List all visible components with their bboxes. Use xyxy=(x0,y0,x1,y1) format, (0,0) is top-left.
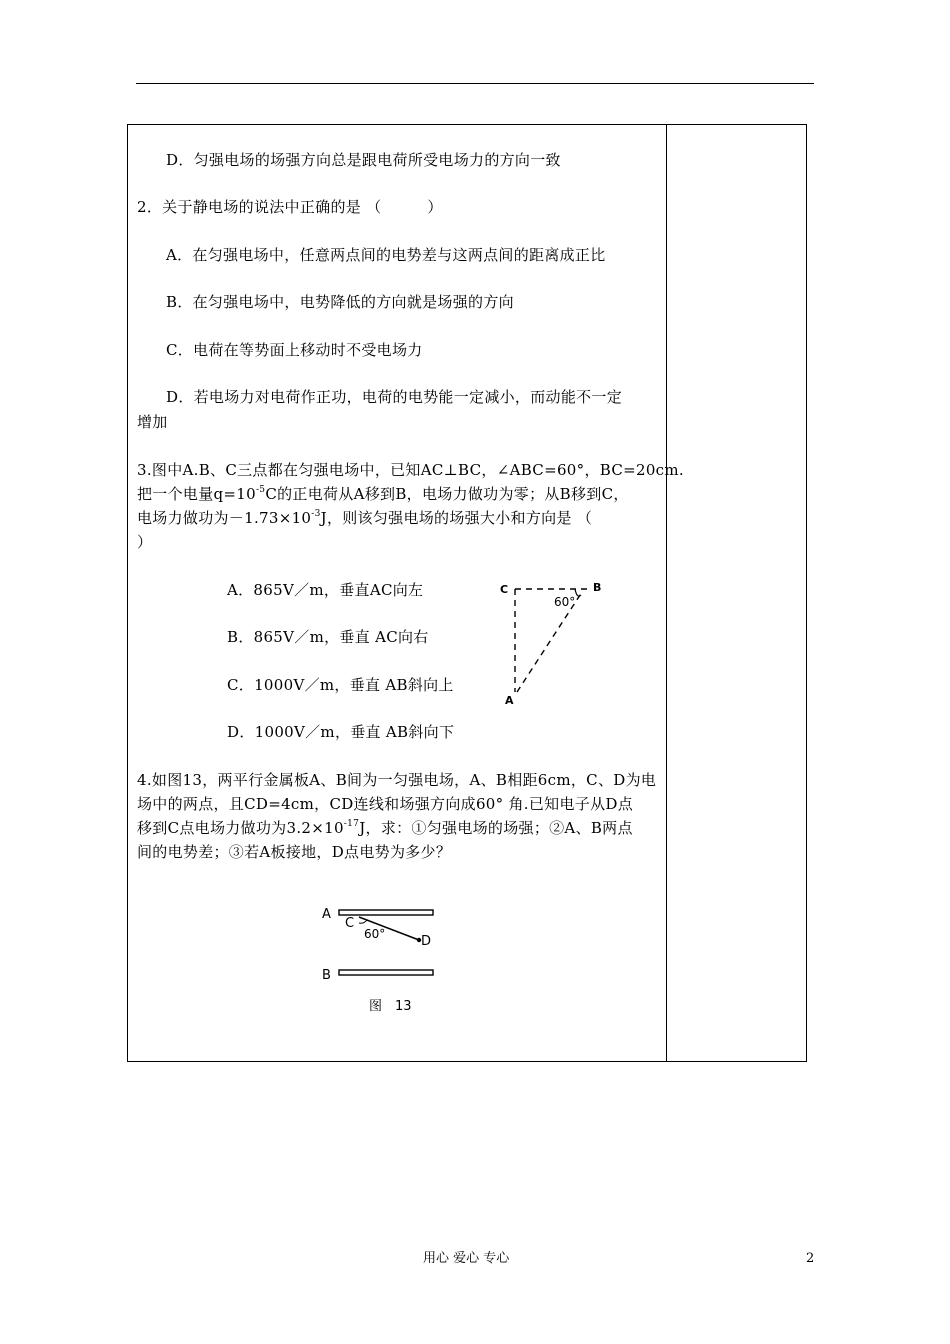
q4-plates-figure xyxy=(315,900,445,1020)
plate-a xyxy=(339,910,433,915)
header-rule xyxy=(136,83,814,84)
label-c: C xyxy=(500,583,509,596)
q3-option-b: B．865V／m，垂直 AC向右 xyxy=(227,628,429,646)
label-b: B xyxy=(593,581,602,594)
page-number: 2 xyxy=(806,1251,815,1266)
label-a: A xyxy=(505,694,514,707)
q3-stem-line1: 3.图中A.B、C三点都在匀强电场中，已知AC⊥BC，∠ABC=60°，BC=20cm. xyxy=(137,461,684,479)
angle-arc xyxy=(575,589,581,596)
angle-label: 60° xyxy=(364,927,386,941)
label-a: A xyxy=(322,907,331,922)
q4-stem-line1: 4.如图13，两平行金属板A、B间为一匀强电场，A、B相距6cm，C、D为电 xyxy=(137,771,657,789)
q2-stem: 2．关于静电场的说法中正确的是 （ ） xyxy=(137,198,443,216)
q3-option-c: C．1000V／m，垂直 AB斜向上 xyxy=(227,676,454,694)
q2-option-b: B．在匀强电场中，电势降低的方向就是场强的方向 xyxy=(166,293,514,311)
label-d: D xyxy=(421,934,432,949)
q2-option-a: A．在匀强电场中，任意两点间的电势差与这两点间的距离成正比 xyxy=(166,246,606,264)
q3-option-a: A．865V／m，垂直AC向左 xyxy=(227,581,424,599)
q1-option-d: D．匀强电场的场强方向总是跟电荷所受电场力的方向一致 xyxy=(166,151,561,169)
q2-option-d-line2: 增加 xyxy=(137,413,168,431)
label-c: C xyxy=(345,916,355,931)
q4-stem-line4: 间的电势差；③若A板接地，D点电势为多少？ xyxy=(137,843,452,861)
q4-stem-line2: 场中的两点，且CD=4cm，CD连线和场强方向成60° 角.已知电子从D点 xyxy=(137,795,633,813)
angle-arc xyxy=(359,920,367,923)
q3-stem-line3: 电场力做功为$-1.73\times 10^{-3}J$，则该匀强电场的场强大小和方向是 （ xyxy=(137,509,593,527)
q4-stem-line3: 移到C点电场力做功为$3.2\times 10^{-17}J$，求：①匀强电场的场强；②A、B两点 xyxy=(137,819,633,837)
label-b: B xyxy=(322,968,331,983)
q2-option-c: C．电荷在等势面上移动时不受电场力 xyxy=(166,341,423,359)
plate-b xyxy=(339,970,433,975)
q2-option-d-line1: D．若电场力对电荷作正功，电荷的电势能一定减小，而动能不一定 xyxy=(166,388,623,406)
footer-motto: 用心 爱心 专心 xyxy=(423,1251,510,1266)
q3-option-d: D．1000V／m，垂直 AB斜向下 xyxy=(227,723,455,741)
angle-label: 60° xyxy=(554,595,576,609)
table-column-divider xyxy=(666,124,667,1062)
q3-stem-line2: 把一个电量$q=10^{-5}C$的正电荷从A移到B，电场力做功为零；从B移到C， xyxy=(137,485,629,503)
q3-triangle-figure xyxy=(495,575,615,710)
figure-caption: 图 13 xyxy=(369,999,412,1014)
q3-stem-line4: ） xyxy=(137,533,153,551)
